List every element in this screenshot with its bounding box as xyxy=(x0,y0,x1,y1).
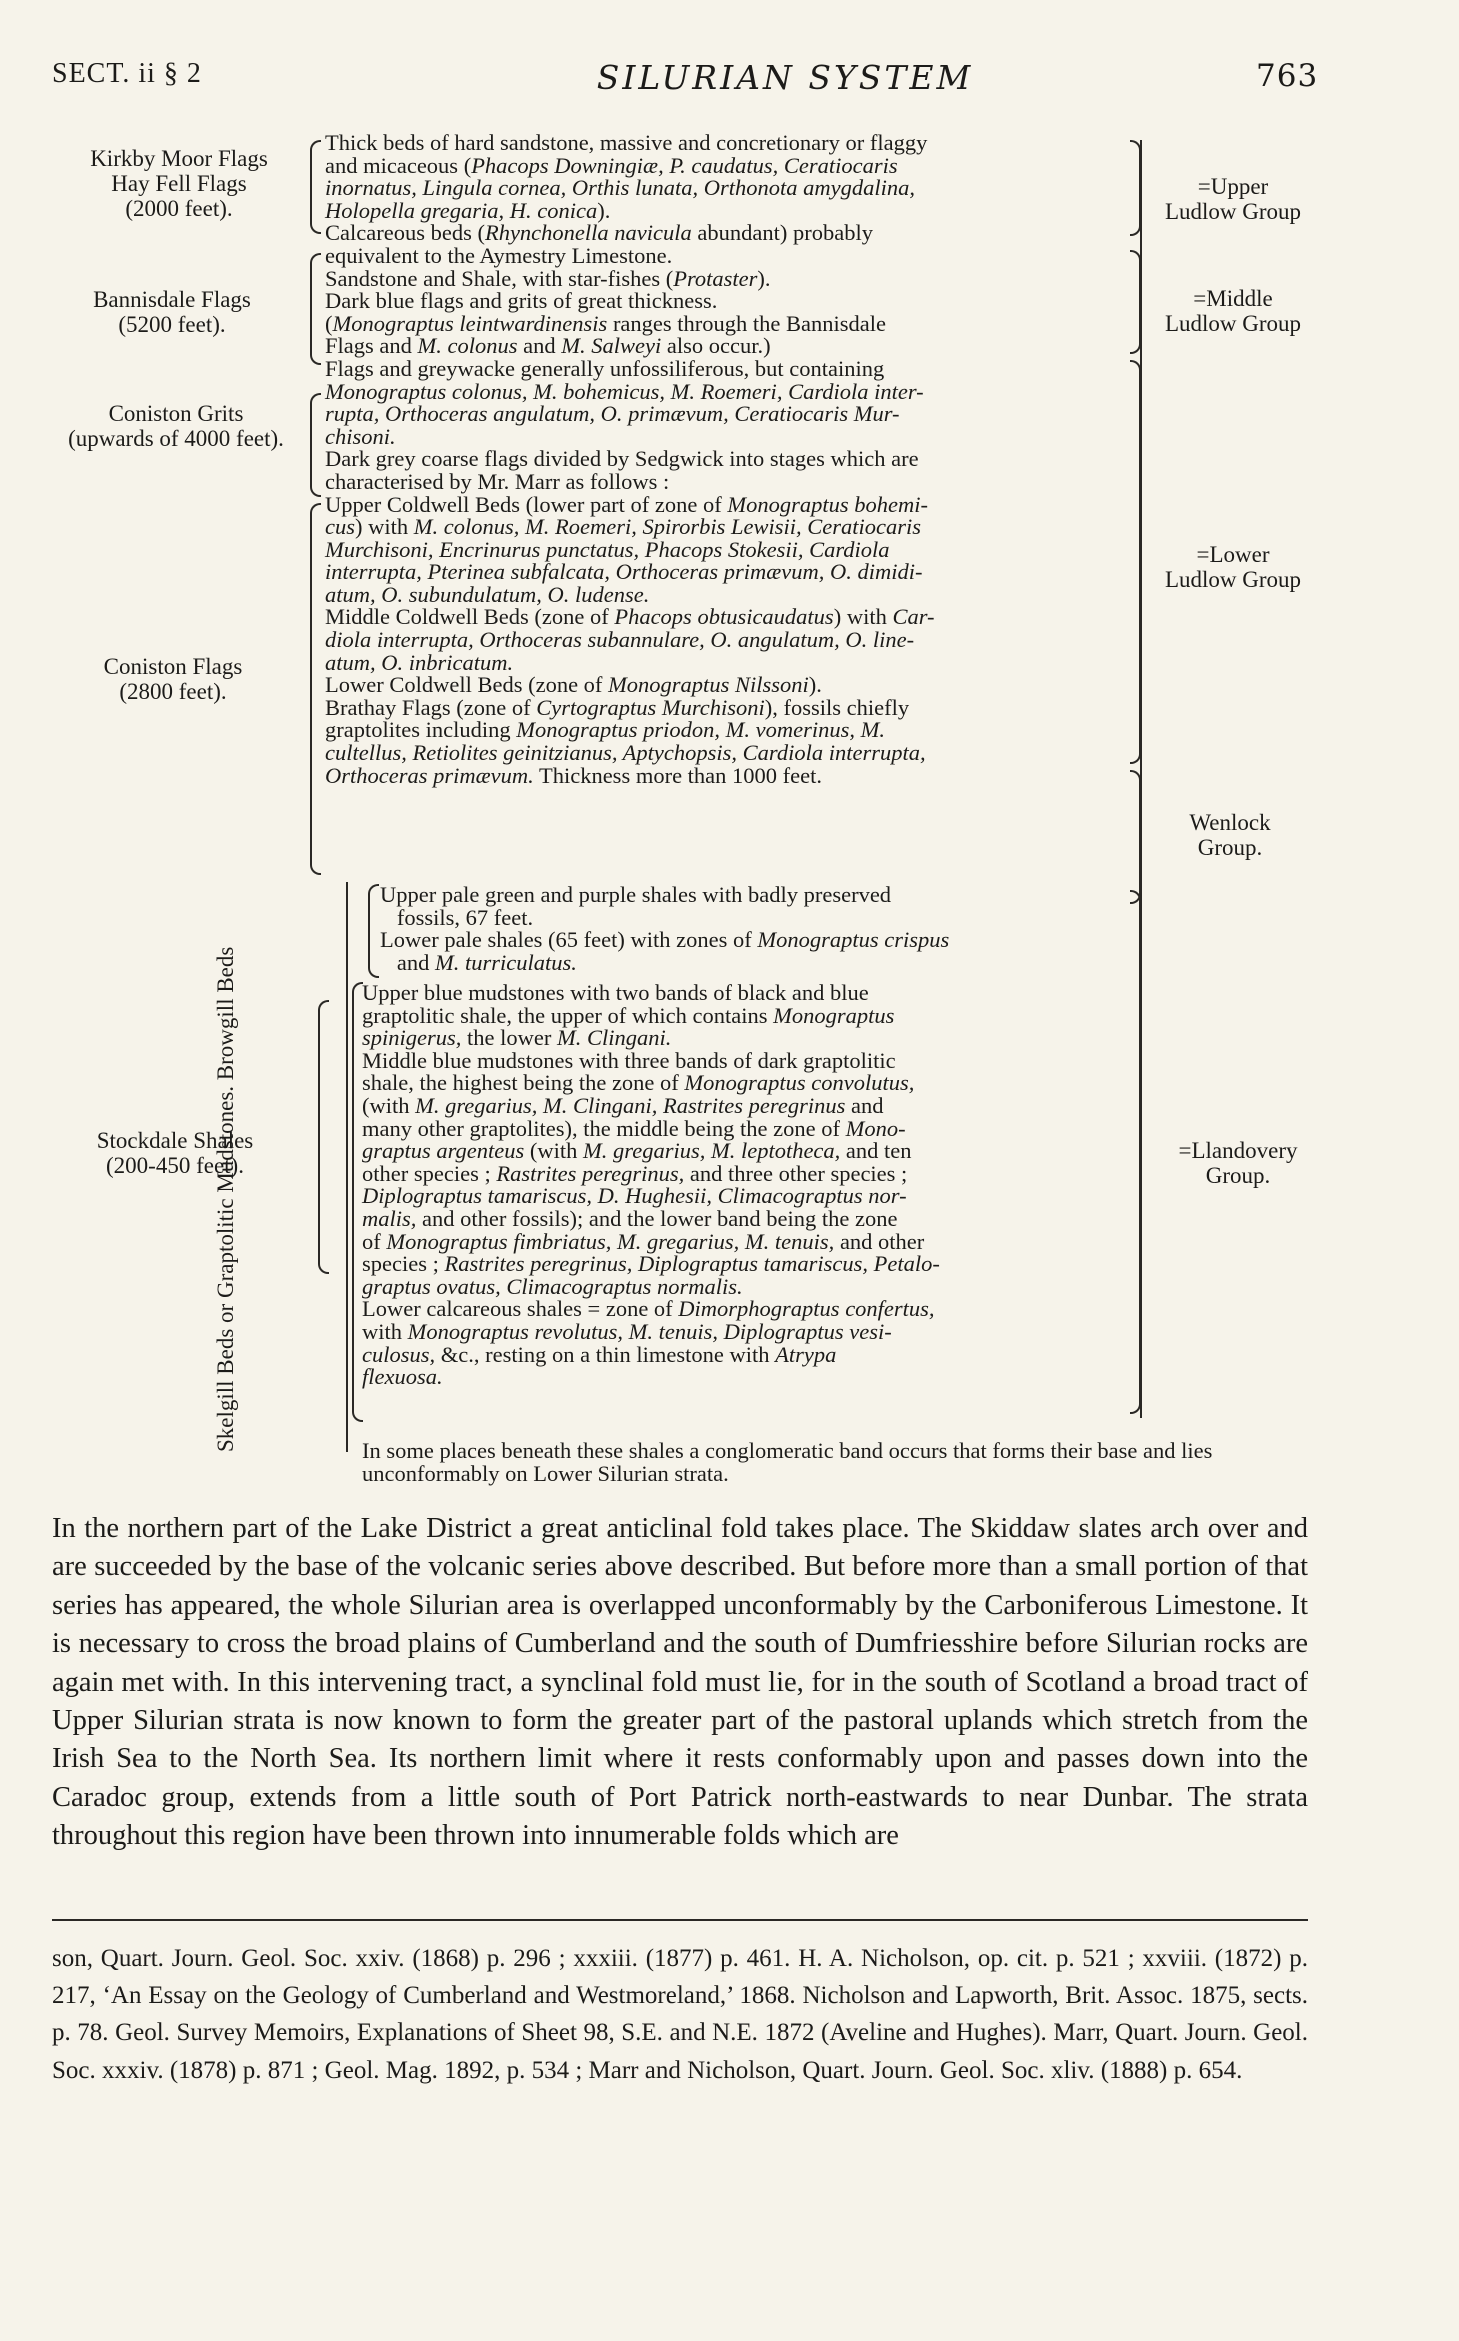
group-lower-ludlow-name: Ludlow Group xyxy=(1164,567,1302,592)
group-middle-ludlow-name: Ludlow Group xyxy=(1164,311,1302,336)
label-kirkby-name: Kirkby Moor Flags xyxy=(90,146,268,171)
table-bottom-note xyxy=(362,1440,1322,1485)
group-middle-ludlow-eq: =Middle xyxy=(1193,286,1273,311)
label-hayfell-name: Hay Fell Flags xyxy=(111,171,247,196)
label-coniston-flags xyxy=(68,654,278,704)
page-title: SILURIAN SYSTEM xyxy=(596,58,974,97)
vertical-label-skelgill-browgill: Skelgill Beds or Graptolitic Mudstones. Browgill Beds xyxy=(213,946,238,1452)
group-middle-ludlow xyxy=(1148,286,1318,336)
brace-kirkby xyxy=(310,140,321,234)
label-coniston-grits xyxy=(52,401,300,451)
brace-upper-ludlow xyxy=(1130,140,1141,236)
body-paragraph: In the northern part of the Lake District a great anticlinal fold takes place. The Skiddaw slates arch over and are succeeded by the base of the volcanic series above described. But before more than a small portion of that series has appeared, the whole Silurian area is overlapped unconformably by the Carboniferous Limestone. It is necessary to cross the broad plains of Cumberland and the south of Dumfriesshire before Silurian rocks are again met with. In this intervening tract, a synclinal fold must lie, for in the south of Scotland a broad tract of Upper Silurian strata is now known to form the greater part of the pastoral uplands which stretch from the Irish Sea to the North Sea. Its northern limit where it rests conformably upon and passes down into the Caradoc group, extends from a little south of Port Patrick north-eastwards to near Dunbar. The strata throughout this region have been thrown into innumerable folds which are xyxy=(52,1513,1308,1852)
group-llandovery-name: Group. xyxy=(1205,1163,1271,1188)
label-bannisdale-name: Bannisdale Flags xyxy=(93,287,251,312)
label-coniston-flags-thickness: (2800 feet). xyxy=(119,679,227,704)
brace-middle-ludlow xyxy=(1130,250,1141,354)
brace-browgill xyxy=(368,884,379,978)
brace-skelgill xyxy=(352,982,363,1422)
group-wenlock xyxy=(1160,810,1300,860)
label-coniston-grits-name: Coniston Grits xyxy=(108,401,244,426)
group-llandovery-eq: =Llandovery xyxy=(1178,1138,1298,1163)
footnote-rule xyxy=(52,1919,1308,1921)
footnote xyxy=(52,1940,1308,2089)
desc-upper-block: Thick beds of hard sandstone, massive and concretionary or flaggy and micaceous (Phacops Downingiæ, P. caudatus, Ceratiocaris inornatus, Lingula cornea, Orthis lunata, Orthonota amygdalina, Holopella gregaria, H. conica). Calcareous beds (Rhynchonella navicula abundant) probably equivalent to the Aymestry Limestone. Sandstone and Shale, with star-fishes (Protaster). Dark blue flags and grits of great thickness. (Monograptus leintwardinensis ranges through the Bannisdale Flags and M. colonus and M. Salweyi also occur.) Flags and greywacke generally unfossiliferous, but containing Monograptus colonus, M. bohemicus, M. Roemeri, Cardiola inter- rupta, Orthoceras angulatum, O. primævum, Ceratiocaris Mur- chisoni. Dark grey coarse flags divided by Sedgwick into stages which are characterised by Mr. Marr as follows : Upper Coldwell Beds (lower part of zone of Monograptus bohemi- cus) with M. colonus, M. Roemeri, Spirorbis Lewisii, Ceratiocaris Murchisoni, Encrinurus punctatus, Phacops Stokesii, Cardiola interrupta, Pterinea subfalcata, Orthoceras primævum, O. dimidi- atum, O. subundulatum, O. ludense. Middle Coldwell Beds (zone of Phacops obtusicaudatus) with Car- diola interrupta, Orthoceras subannulare, O. angulatum, O. line- atum, O. inbricatum. Lower Coldwell Beds (zone of Monograptus Nilssoni). Brathay Flags (zone of Cyrtograptus Murchisoni), fossils chiefly graptolites including Monograptus priodon, M. vomerinus, M. cultellus, Retiolites geinitzianus, Aptychopsis, Cardiola interrupta, Orthoceras primævum. Thickness more than 1000 feet. xyxy=(325,130,935,788)
skelgill-rule xyxy=(346,882,348,1452)
label-stockdale-name: Stockdale Shales xyxy=(96,1128,254,1153)
label-stockdale-thickness: (200-450 feet). xyxy=(106,1153,244,1178)
section-label: SECT. ii § 2 xyxy=(52,58,202,89)
group-upper-ludlow-eq: =Upper xyxy=(1197,174,1269,199)
page-number: 763 xyxy=(1256,58,1319,94)
label-stockdale xyxy=(70,1128,280,1178)
label-coniston-flags-name: Coniston Flags xyxy=(103,654,243,679)
group-upper-ludlow-name: Ludlow Group xyxy=(1164,199,1302,224)
group-upper-ludlow xyxy=(1148,174,1318,224)
label-bannisdale xyxy=(44,287,300,337)
group-lower-ludlow-eq: =Lower xyxy=(1196,542,1270,567)
label-kirkby xyxy=(44,146,314,221)
table-bottom-note-text: In some places beneath these shales a conglomeratic band occurs that forms their base and lies unconformably on Lower Silurian strata. xyxy=(362,1438,1213,1486)
group-lower-ludlow xyxy=(1148,542,1318,592)
brace-stockdale xyxy=(318,1000,329,1274)
brace-coniston-grits xyxy=(310,393,321,497)
desc-skelgill-block: Upper blue mudstones with two bands of black and blue graptolitic shale, the upper of which contains Monograptus spinigerus, the lower M. Clingani. Middle blue mudstones with three bands of dark graptolitic shale, the highest being the zone of Monograptus convolutus, (with M. gregarius, M. Clingani, Rastrites peregrinus and many other graptolites), the middle being the zone of Mono- graptus argenteus (with M. gregarius, M. leptotheca, and ten other species ; Rastrites peregrinus, and three other species ; Diplograptus tamariscus, D. Hughesii, Climacograptus nor- malis, and other fossils); and the lower band being the zone of Monograptus fimbriatus, M. gregarius, M. tenuis, and other species ; Rastrites peregrinus, Diplograptus tamariscus, Petalo- graptus ovatus, Climacograptus normalis. Lower calcareous shales = zone of Dimorphograptus confertus, with Monograptus revolutus, M. tenuis, Diplograptus vesi- culosus, &c., resting on a thin limestone with Atrypa flexuosa. xyxy=(362,980,940,1390)
group-wenlock-name: Wenlock Group. xyxy=(1189,810,1271,860)
brace-coniston-flags xyxy=(310,503,321,875)
footnote-text: son, Quart. Journ. Geol. Soc. xxiv. (1868) p. 296 ; xxxiii. (1877) p. 461. H. A. Nicholson, op. cit. p. 521 ; xxviii. (1872) p. 217, ‘An Essay on the Geology of Cumberland and Westmoreland,’ 1868. Nicholson and Lapworth, Brit. Assoc. 1875, sects. p. 78. Geol. Survey Memoirs, Explanations of Sheet 98, S.E. and N.E. 1872 (Aveline and Hughes). Marr, Quart. Journ. Geol. Soc. xxxiv. (1878) p. 871 ; Geol. Mag. 1892, p. 534 ; Marr and Nicholson, Quart. Journ. Geol. Soc. xliv. (1888) p. 654. xyxy=(52,1945,1308,2084)
desc-stockdale-block: Upper pale green and purple shales with badly preserved fossils, 67 feet. Lower pale shales (65 feet) with zones of Monograptus crispus and M. turriculatus. xyxy=(380,882,950,975)
label-bannisdale-thickness: (5200 feet). xyxy=(118,312,226,337)
brace-bannisdale xyxy=(310,253,321,365)
label-coniston-grits-thickness: (upwards of 4000 feet). xyxy=(68,426,284,451)
brace-lower-ludlow xyxy=(1130,360,1141,764)
group-llandovery xyxy=(1148,1138,1328,1188)
label-kirkby-thickness: (2000 feet). xyxy=(125,196,233,221)
